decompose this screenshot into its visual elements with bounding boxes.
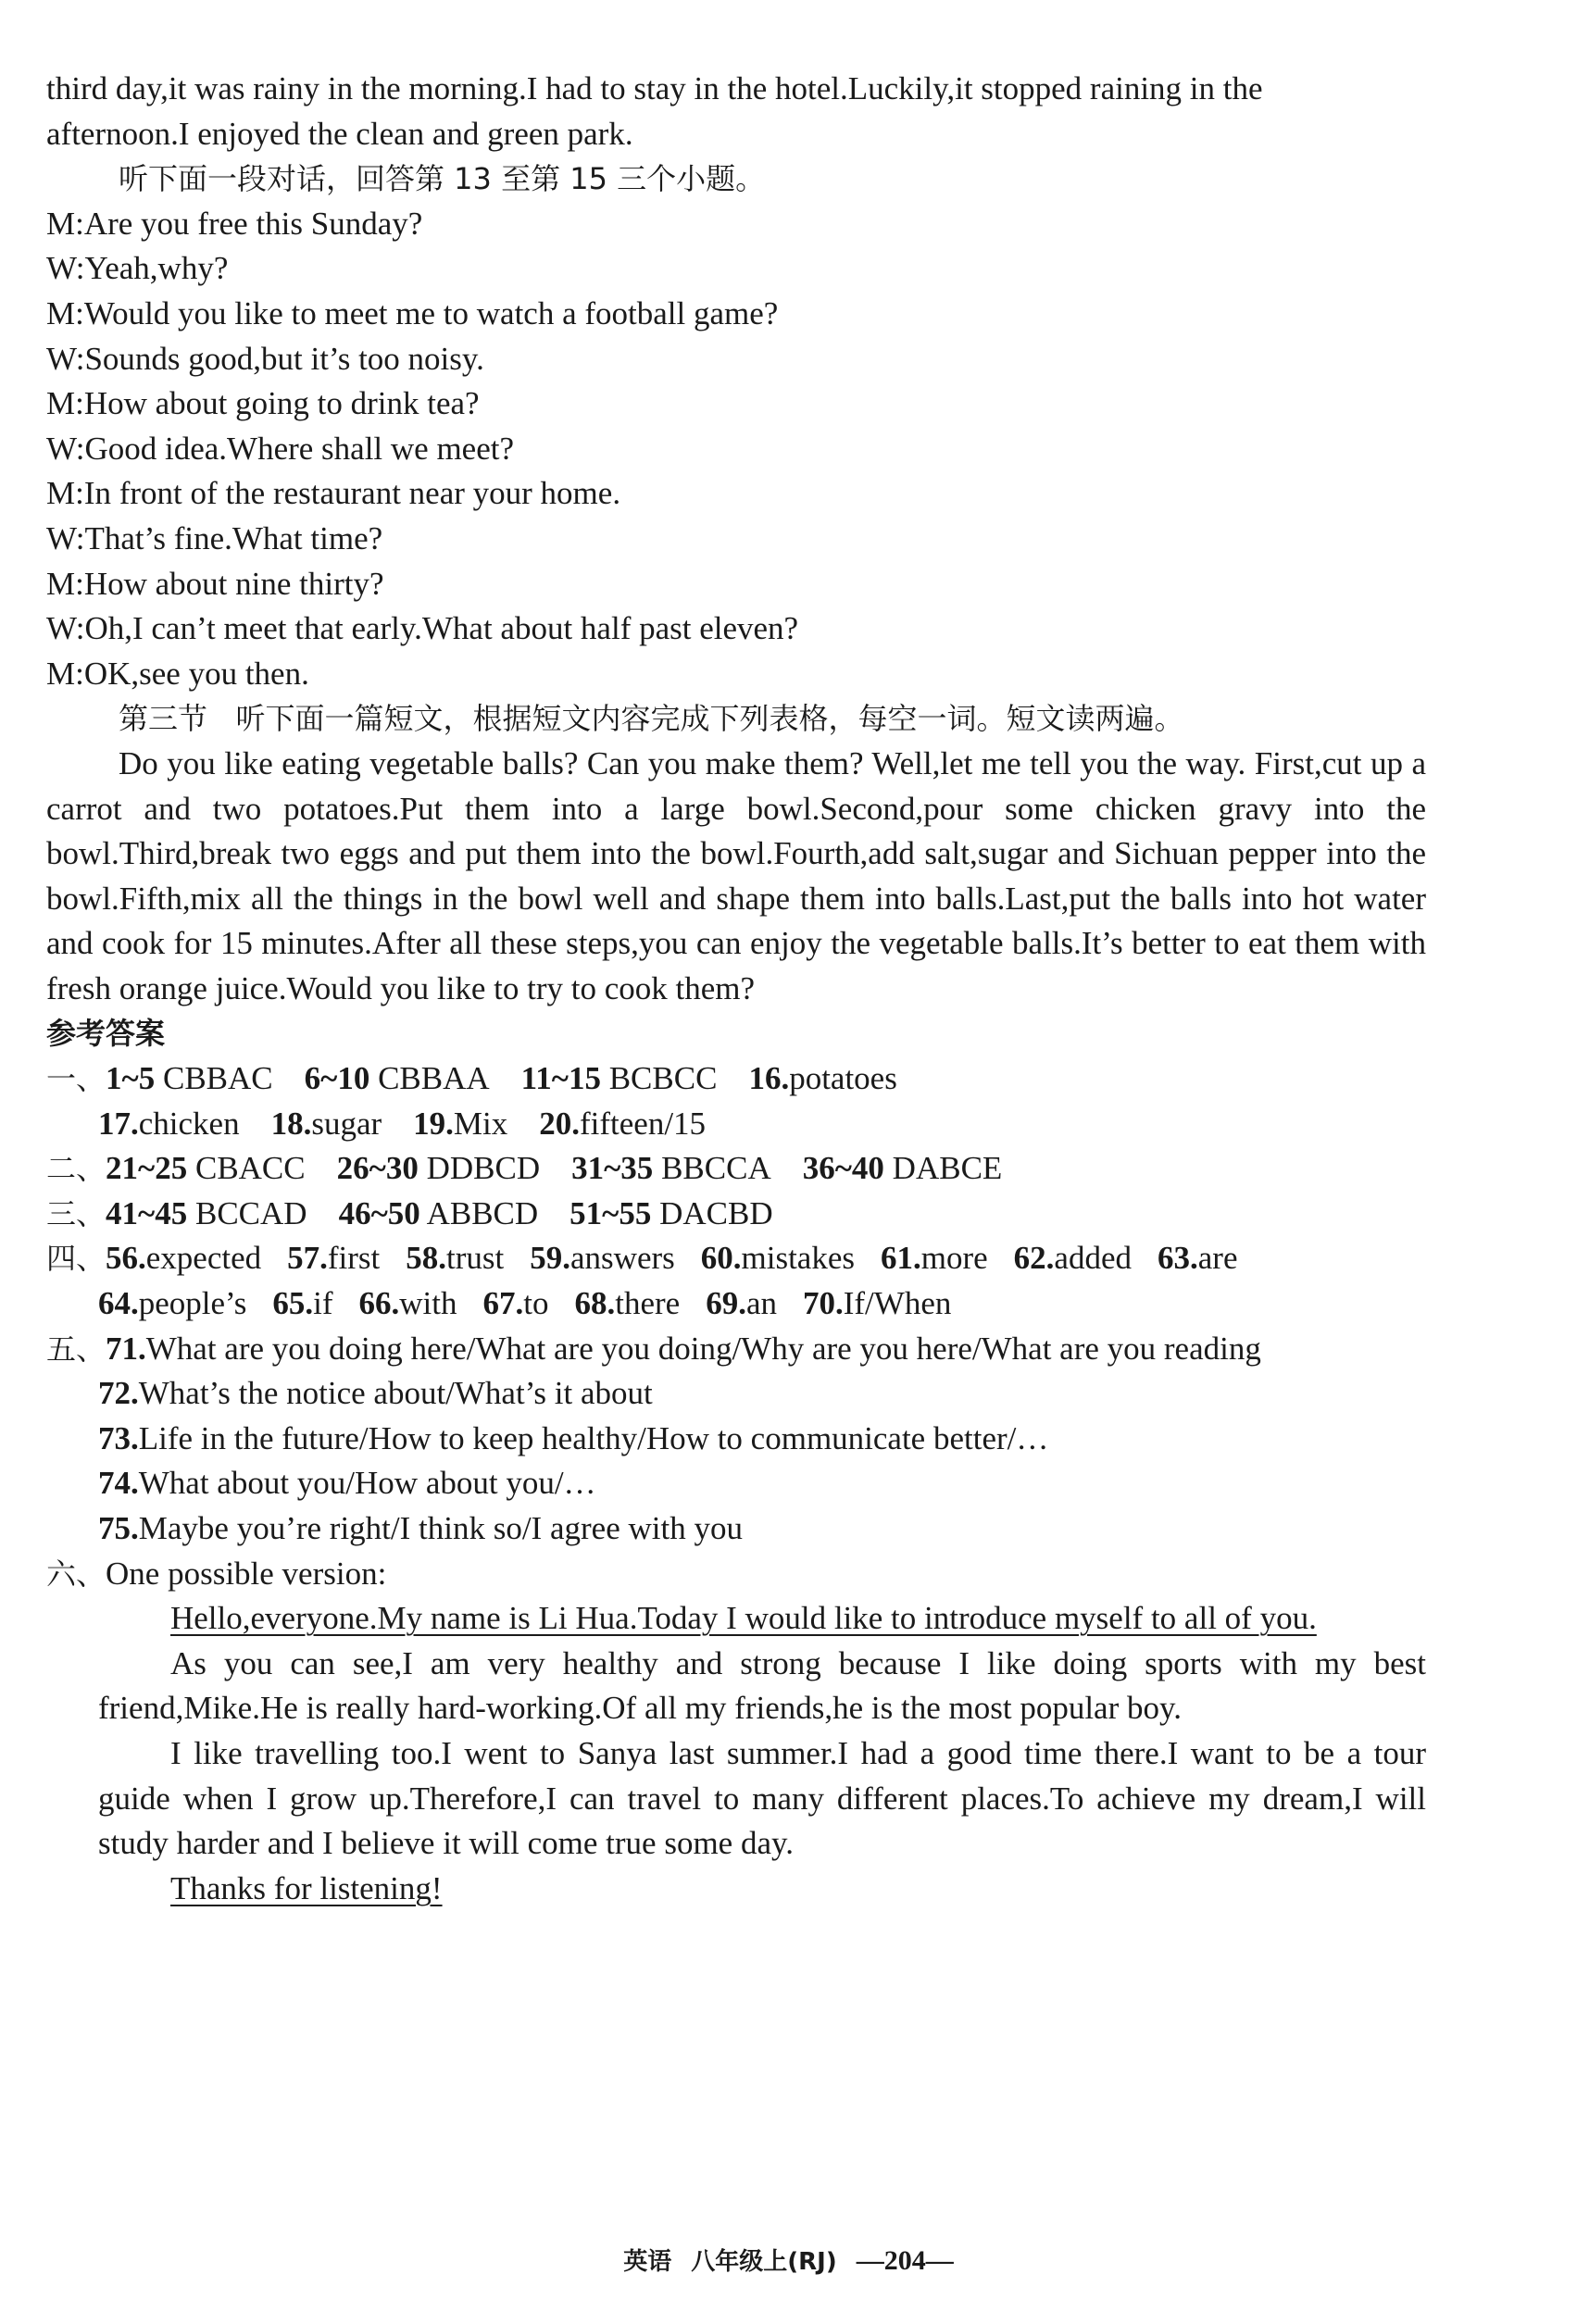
answer-row-five-item: [46, 1371, 1426, 1417]
page-content: [46, 67, 1426, 1911]
answer-num: 四、: [46, 1241, 106, 1277]
answer-key: 26~30: [336, 1150, 419, 1187]
dialogue: [46, 202, 1426, 697]
answer-row-one-cont: [46, 1102, 1426, 1147]
answer-key: 75.: [98, 1510, 139, 1546]
dialogue-line: W:Oh,I can’t meet that early.What about half past eleven?: [46, 610, 799, 647]
answer-value: CBACC: [187, 1150, 306, 1187]
answer-value: CBBAA: [369, 1060, 490, 1097]
answer-value: What about you/How about you/…: [138, 1465, 596, 1502]
answer-key: 57.: [287, 1240, 328, 1277]
answer-key: 70.: [803, 1285, 844, 1322]
answer-row-two: [46, 1146, 1426, 1192]
answer-key: 41~45: [106, 1194, 188, 1231]
model-essay: [46, 1596, 1426, 1911]
answer-key: 63.: [1158, 1240, 1198, 1277]
answer-key: 19.: [413, 1105, 454, 1142]
answer-key: 59.: [530, 1240, 571, 1277]
dialogue-line: M:OK,see you then.: [46, 655, 309, 692]
answers-heading: 参考答案: [46, 1016, 166, 1052]
answer-value: chicken: [138, 1105, 240, 1142]
answer-value: expected: [145, 1240, 262, 1277]
page-number: —204—: [856, 2245, 954, 2276]
answer-key: 62.: [1013, 1240, 1055, 1277]
answer-key: 61.: [881, 1240, 921, 1277]
answer-key: 21~25: [106, 1150, 188, 1187]
answer-value: to: [523, 1285, 549, 1322]
section3-passage: Do you like eating vegetable balls? Can you make them? Well,let me tell you the way. First,cut up a carrot and two potatoes.Put them into a large bowl.Second,pour some chicken gravy into the bowl.Third,break two eggs and put them into the bowl.Fourth,add salt,sugar and Sichuan pepper into the bowl.Fifth,mix all the things in the bowl well and shape them into balls.Last,put the balls into hot water and cook for 15 minutes.After all these steps,you can enjoy the vegetable balls.It’s better to eat them with fresh orange juice.Would you like to try to cook them?: [46, 744, 1426, 1006]
answer-key: 6~10: [304, 1060, 370, 1097]
answer-value: BCBCC: [600, 1060, 718, 1097]
answer-key: 67.: [482, 1285, 524, 1322]
answer-row-four: [46, 1236, 1426, 1281]
answer-row-one: [46, 1056, 1426, 1102]
essay-opening: Hello,everyone.My name is Li Hua.Today I would like to introduce myself to all of you.: [170, 1600, 1317, 1637]
dialogue-line: M:How about nine thirty?: [46, 565, 384, 602]
answer-value: DACBD: [651, 1194, 773, 1231]
answer-num: 六、: [46, 1556, 106, 1592]
answer-value: first: [327, 1240, 381, 1277]
answer-value: fifteen/15: [580, 1105, 707, 1142]
section3-heading: [46, 696, 1426, 742]
answer-key: 36~40: [802, 1150, 884, 1187]
answer-key: 56.: [106, 1240, 146, 1277]
answer-key: 65.: [272, 1285, 314, 1322]
answer-value: trust: [446, 1240, 505, 1277]
dialogue-line: M:Would you like to meet me to watch a football game?: [46, 294, 779, 331]
answer-row-five: [46, 1327, 1426, 1372]
answer-value: answers: [570, 1240, 675, 1277]
answer-value: BBCCA: [653, 1150, 771, 1187]
answer-key: 66.: [358, 1285, 400, 1322]
dialogue-line: W:Yeah,why?: [46, 250, 229, 287]
intro-line-2: afternoon.I enjoyed the clean and green park.: [46, 115, 633, 152]
answer-key: 58.: [406, 1240, 447, 1277]
answer-key: 1~5: [106, 1060, 156, 1097]
dialogue-heading: 听下面一段对话，回答第 13 至第 15 三个小题。: [119, 161, 766, 197]
answer-key: 18.: [270, 1105, 312, 1142]
answer-row-six: [46, 1552, 1426, 1597]
answer-value: CBBAC: [155, 1060, 273, 1097]
answer-value: Life in the future/How to keep healthy/How to communicate better/…: [138, 1419, 1049, 1456]
answer-value: Mix: [453, 1105, 508, 1142]
section3-instruction: 听下面一篇短文，根据短文内容完成下列表格，每空一词。短文读两遍。: [235, 701, 1184, 737]
answer-key: 16.: [748, 1060, 790, 1097]
dialogue-line: M:How about going to drink tea?: [46, 385, 480, 422]
answer-row-five-item: [46, 1461, 1426, 1506]
answer-value: If/When: [843, 1285, 952, 1322]
answer-value: there: [615, 1285, 681, 1322]
answer-key: 72.: [98, 1375, 139, 1412]
answer-key: 11~15: [520, 1060, 601, 1097]
answer-value: ABBCD: [419, 1194, 539, 1231]
answer-num: 五、: [46, 1331, 106, 1367]
essay-paragraph-1: [98, 1596, 1426, 1642]
essay-paragraph-2: As you can see,I am very healthy and strong because I like doing sports with my best friend,Mike.He is really hard-working.Of all my friends,he is the most popular boy.: [98, 1644, 1426, 1727]
answer-key: 17.: [98, 1105, 139, 1142]
dialogue-line: W:Sounds good,but it’s too noisy.: [46, 340, 484, 377]
answer-row-five-item: [46, 1417, 1426, 1462]
answer-key: 69.: [706, 1285, 746, 1322]
page-footer: [0, 2239, 1577, 2285]
answer-value: more: [920, 1240, 988, 1277]
dialogue-line: W:That’s fine.What time?: [46, 519, 383, 556]
essay-label: One possible version:: [106, 1555, 387, 1592]
answer-key: 71.: [106, 1330, 146, 1367]
answer-value: sugar: [311, 1105, 382, 1142]
answer-value: potatoes: [789, 1060, 897, 1097]
answer-row-five-item: [46, 1506, 1426, 1552]
answer-row-four-cont: [46, 1281, 1426, 1327]
answer-row-three: [46, 1192, 1426, 1237]
answer-key: 74.: [98, 1465, 139, 1502]
answer-key: 68.: [574, 1285, 616, 1322]
essay-paragraph-3: I like travelling too.I went to Sanya last summer.I had a good time there.I want to be a tour guide when I grow up.Therefore,I can travel to many different places.To achieve my dream,I will study harder and I believe it will come true some day.: [98, 1734, 1426, 1862]
answer-value: Maybe you’re right/I think so/I agree with you: [138, 1510, 743, 1546]
footer-grade: 八年级上(RJ): [691, 2248, 837, 2276]
answer-value: added: [1054, 1240, 1132, 1277]
answer-key: 73.: [98, 1419, 139, 1456]
dialogue-line: M:Are you free this Sunday?: [46, 205, 423, 242]
answer-key: 46~50: [338, 1194, 420, 1231]
answer-value: DABCE: [883, 1150, 1003, 1187]
intro-line-1: third day,it was rainy in the morning.I had to stay in the hotel.Luckily,it stopped raining in the: [46, 70, 1263, 106]
answer-num: 三、: [46, 1195, 106, 1231]
dialogue-line: M:In front of the restaurant near your home.: [46, 475, 621, 512]
answer-value: with: [399, 1285, 457, 1322]
answer-value: What are you doing here/What are you doing/Why are you here/What are you reading: [145, 1330, 1261, 1367]
answer-value: if: [313, 1285, 333, 1322]
footer-subject: 英语: [623, 2248, 672, 2276]
answer-value: BCCAD: [187, 1194, 307, 1231]
answer-num: 一、: [46, 1061, 106, 1097]
answer-key: 60.: [700, 1240, 742, 1277]
answer-key: 64.: [98, 1285, 139, 1322]
answer-value: What’s the notice about/What’s it about: [138, 1375, 653, 1412]
section3-label: 第三节: [119, 701, 208, 737]
answer-value: DDBCD: [418, 1150, 541, 1187]
dialogue-line: W:Good idea.Where shall we meet?: [46, 430, 515, 467]
answer-key: 20.: [539, 1105, 580, 1142]
answer-value: an: [745, 1285, 777, 1322]
answer-key: 51~55: [569, 1194, 652, 1231]
essay-closing: Thanks for listening!: [170, 1869, 443, 1906]
answer-value: are: [1197, 1240, 1238, 1277]
answer-value: people’s: [138, 1285, 247, 1322]
essay-paragraph-4: [98, 1867, 1426, 1912]
answer-num: 二、: [46, 1151, 106, 1187]
answer-key: 31~35: [571, 1150, 654, 1187]
answer-value: mistakes: [741, 1240, 855, 1277]
